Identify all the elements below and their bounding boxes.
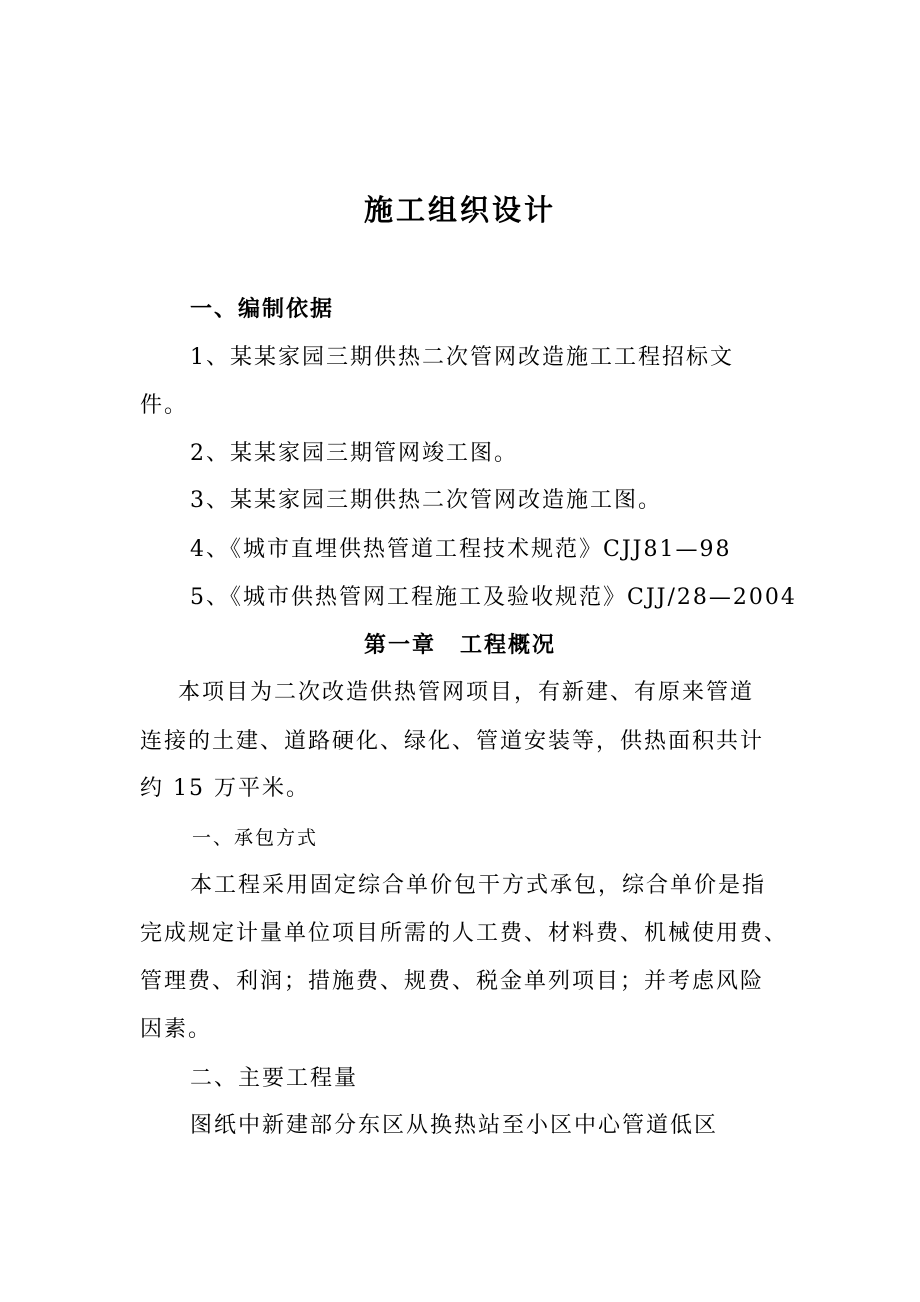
contract-paragraph-line-3: 管理费、利润；措施费、规费、税金单列项目；并考虑风险 — [140, 969, 765, 994]
basis-item-3: 3、某某家园三期供热二次管网改造施工图。 — [190, 488, 662, 513]
chapter-number: 第一章 — [363, 632, 436, 658]
section-heading-basis: 一、编制依据 — [190, 296, 335, 322]
basis-item-1-line2: 件。 — [140, 393, 189, 418]
basis-item-4: 4、《城市直埋供热管道工程技术规范》CJJ81—98 — [190, 537, 732, 562]
chapter-name: 工程概况 — [460, 632, 557, 658]
basis-item-5: 5、《城市供热管网工程施工及验收规范》CJJ/28—2004 — [190, 585, 797, 610]
contract-paragraph-line-1: 本工程采用固定综合单价包干方式承包，综合单价是指 — [190, 873, 767, 898]
subsection-heading-quantities: 二、主要工程量 — [190, 1066, 359, 1091]
chapter-heading — [0, 630, 920, 660]
contract-paragraph-line-2: 完成规定计量单位项目所需的人工费、材料费、机械使用费、 — [140, 921, 789, 946]
quantities-paragraph-line-1: 图纸中新建部分东区从换热站至小区中心管道低区 — [190, 1113, 719, 1138]
chapter-intro-line-2: 连接的土建、道路硬化、绿化、管道安装等，供热面积共计 — [140, 729, 765, 754]
subsection-heading-contract: 一、承包方式 — [192, 827, 319, 849]
document-title: 施工组织设计 — [363, 193, 556, 227]
contract-paragraph-line-4: 因素。 — [140, 1017, 213, 1042]
chapter-intro-line-3: 约 15 万平米。 — [140, 776, 310, 801]
basis-item-1-line1: 1、某某家园三期供热二次管网改造施工工程招标文 — [190, 345, 734, 370]
basis-item-2: 2、某某家园三期管网竣工图。 — [190, 441, 518, 466]
chapter-intro-line-1: 本项目为二次改造供热管网项目，有新建、有原来管道 — [178, 680, 755, 705]
